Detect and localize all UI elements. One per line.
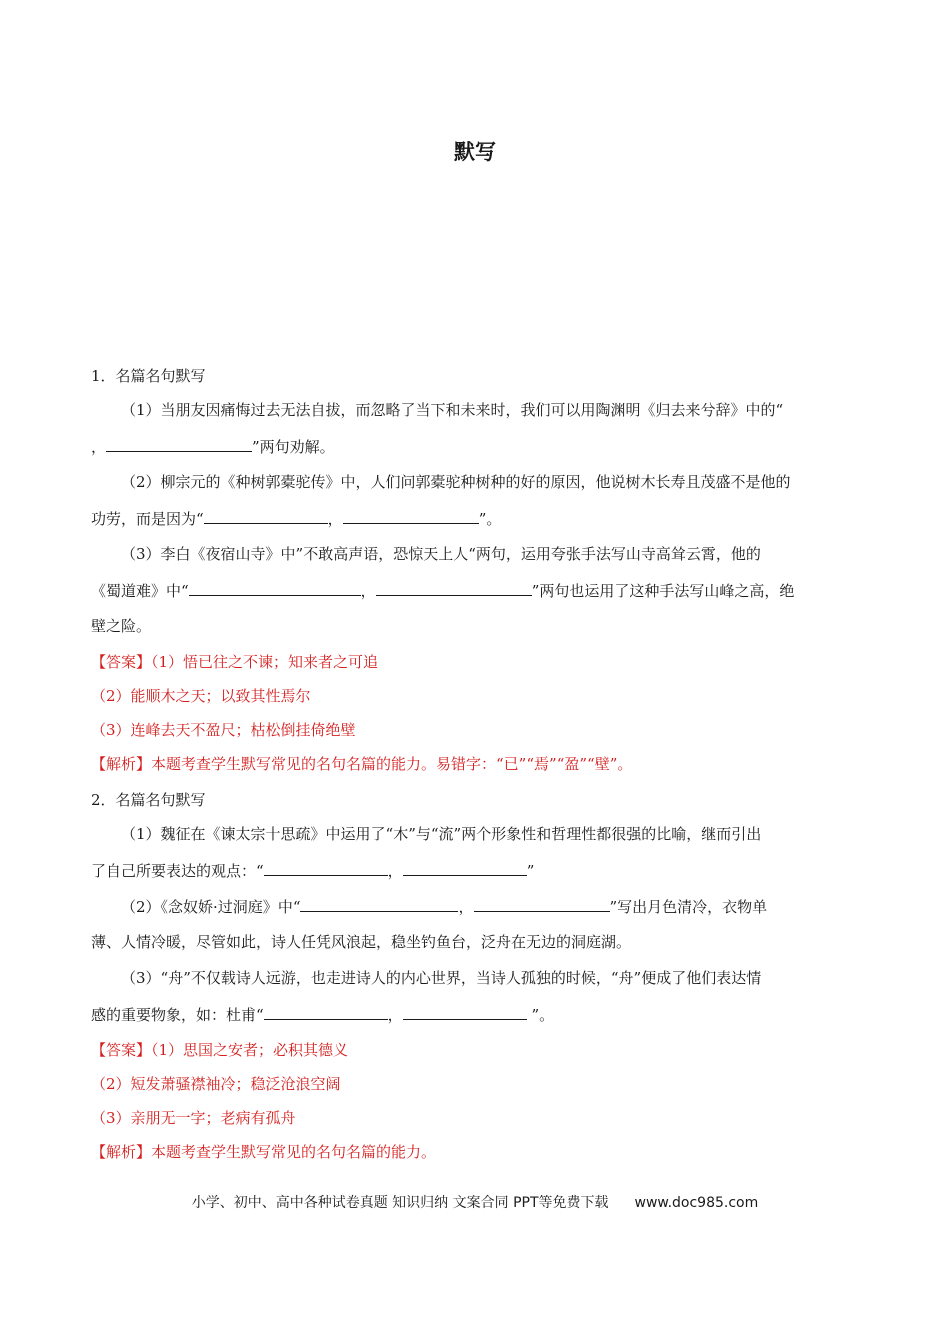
question-2-heading: 2．名篇名句默写 <box>91 791 206 809</box>
answer-blank <box>204 508 328 524</box>
q2-explanation: 【解析】本题考查学生默写常见的名句名篇的能力。 <box>91 1143 437 1161</box>
q1-part3-line2: 《蜀道难》中“ ， ”两句也运用了这种手法写山峰之高，绝 <box>91 582 795 600</box>
answer-blank <box>264 860 388 876</box>
q2-part2-line2: 薄、人情冷暖，尽管如此，诗人任凭风浪起，稳坐钓鱼台，泛舟在无边的洞庭湖。 <box>91 933 632 951</box>
q1-explanation: 【解析】本题考查学生默写常见的名句名篇的能力。易错字：“已”“焉”“盈”“壁”。 <box>91 755 633 773</box>
answer-blank <box>106 436 252 452</box>
answer-blank <box>376 580 532 596</box>
q1-part3-line1: （3）李白《夜宿山寺》中”不敢高声语，恐惊天上人“两句，运用夸张手法写山寺高耸云霄，他的 <box>121 545 761 563</box>
q2-answer-line2: （2）短发萧骚襟袖冷；稳泛沧浪空阔 <box>91 1075 341 1093</box>
answer-blank <box>474 896 610 912</box>
q1-part1-line2: ， ”两句劝解。 <box>91 438 335 456</box>
answer-blank <box>403 860 527 876</box>
q1-part2-line1: （2）柳宗元的《种树郭橐驼传》中，人们问郭橐驼种树种的好的原因，他说树木长寿且茂盛不是他的 <box>121 473 791 491</box>
answer-blank <box>264 1004 388 1020</box>
q2-answer-line1: 【答案】（1）思国之安者；必积其德义 <box>91 1041 349 1059</box>
answer-blank <box>343 508 479 524</box>
question-1-heading: 1．名篇名句默写 <box>91 367 206 385</box>
q1-answer-line1: 【答案】（1）悟已往之不谏；知来者之可追 <box>91 653 379 671</box>
page-footer <box>0 1192 950 1212</box>
footer-text: 小学、初中、高中各种试卷真题 知识归纳 文案合同 PPT等免费下载 <box>191 1195 609 1211</box>
q2-answer-line3: （3）亲朋无一字；老病有孤舟 <box>91 1109 296 1127</box>
q1-part1-line1: （1）当朋友因痛悔过去无法自拔，而忽略了当下和未来时，我们可以用陶渊明《归去来兮辞》中的“ <box>121 401 784 419</box>
footer-url: www.doc985.com <box>634 1195 759 1211</box>
answer-blank <box>403 1004 527 1020</box>
q1-part3-line3: 壁之险。 <box>91 617 152 635</box>
answer-blank <box>189 580 361 596</box>
q2-part1-line2: 了自己所要表达的观点：“ ， ” <box>91 862 535 880</box>
q1-part2-line2: 功劳，而是因为“ ， ”。 <box>91 510 502 528</box>
q1-answer-line2: （2）能顺木之天；以致其性焉尔 <box>91 687 311 705</box>
q2-part1-line1: （1）魏征在《谏太宗十思疏》中运用了“木”与“流”两个形象性和哲理性都很强的比喻，继而引出 <box>121 825 762 843</box>
q1-answer-line3: （3）连峰去天不盈尺；枯松倒挂倚绝壁 <box>91 721 356 739</box>
answer-blank <box>300 896 458 912</box>
page-title: 默写 <box>454 140 496 164</box>
q2-part2-line1: （2）《念奴娇·过洞庭》中“ ， ”写出月色清冷，衣物单 <box>121 898 768 916</box>
q2-part3-line2: 感的重要物象，如：杜甫“ ， ”。 <box>91 1006 555 1024</box>
q2-part3-line1: （3）“舟”不仅载诗人远游，也走进诗人的内心世界，当诗人孤独的时候，“舟”便成了他们表达情 <box>121 969 762 987</box>
